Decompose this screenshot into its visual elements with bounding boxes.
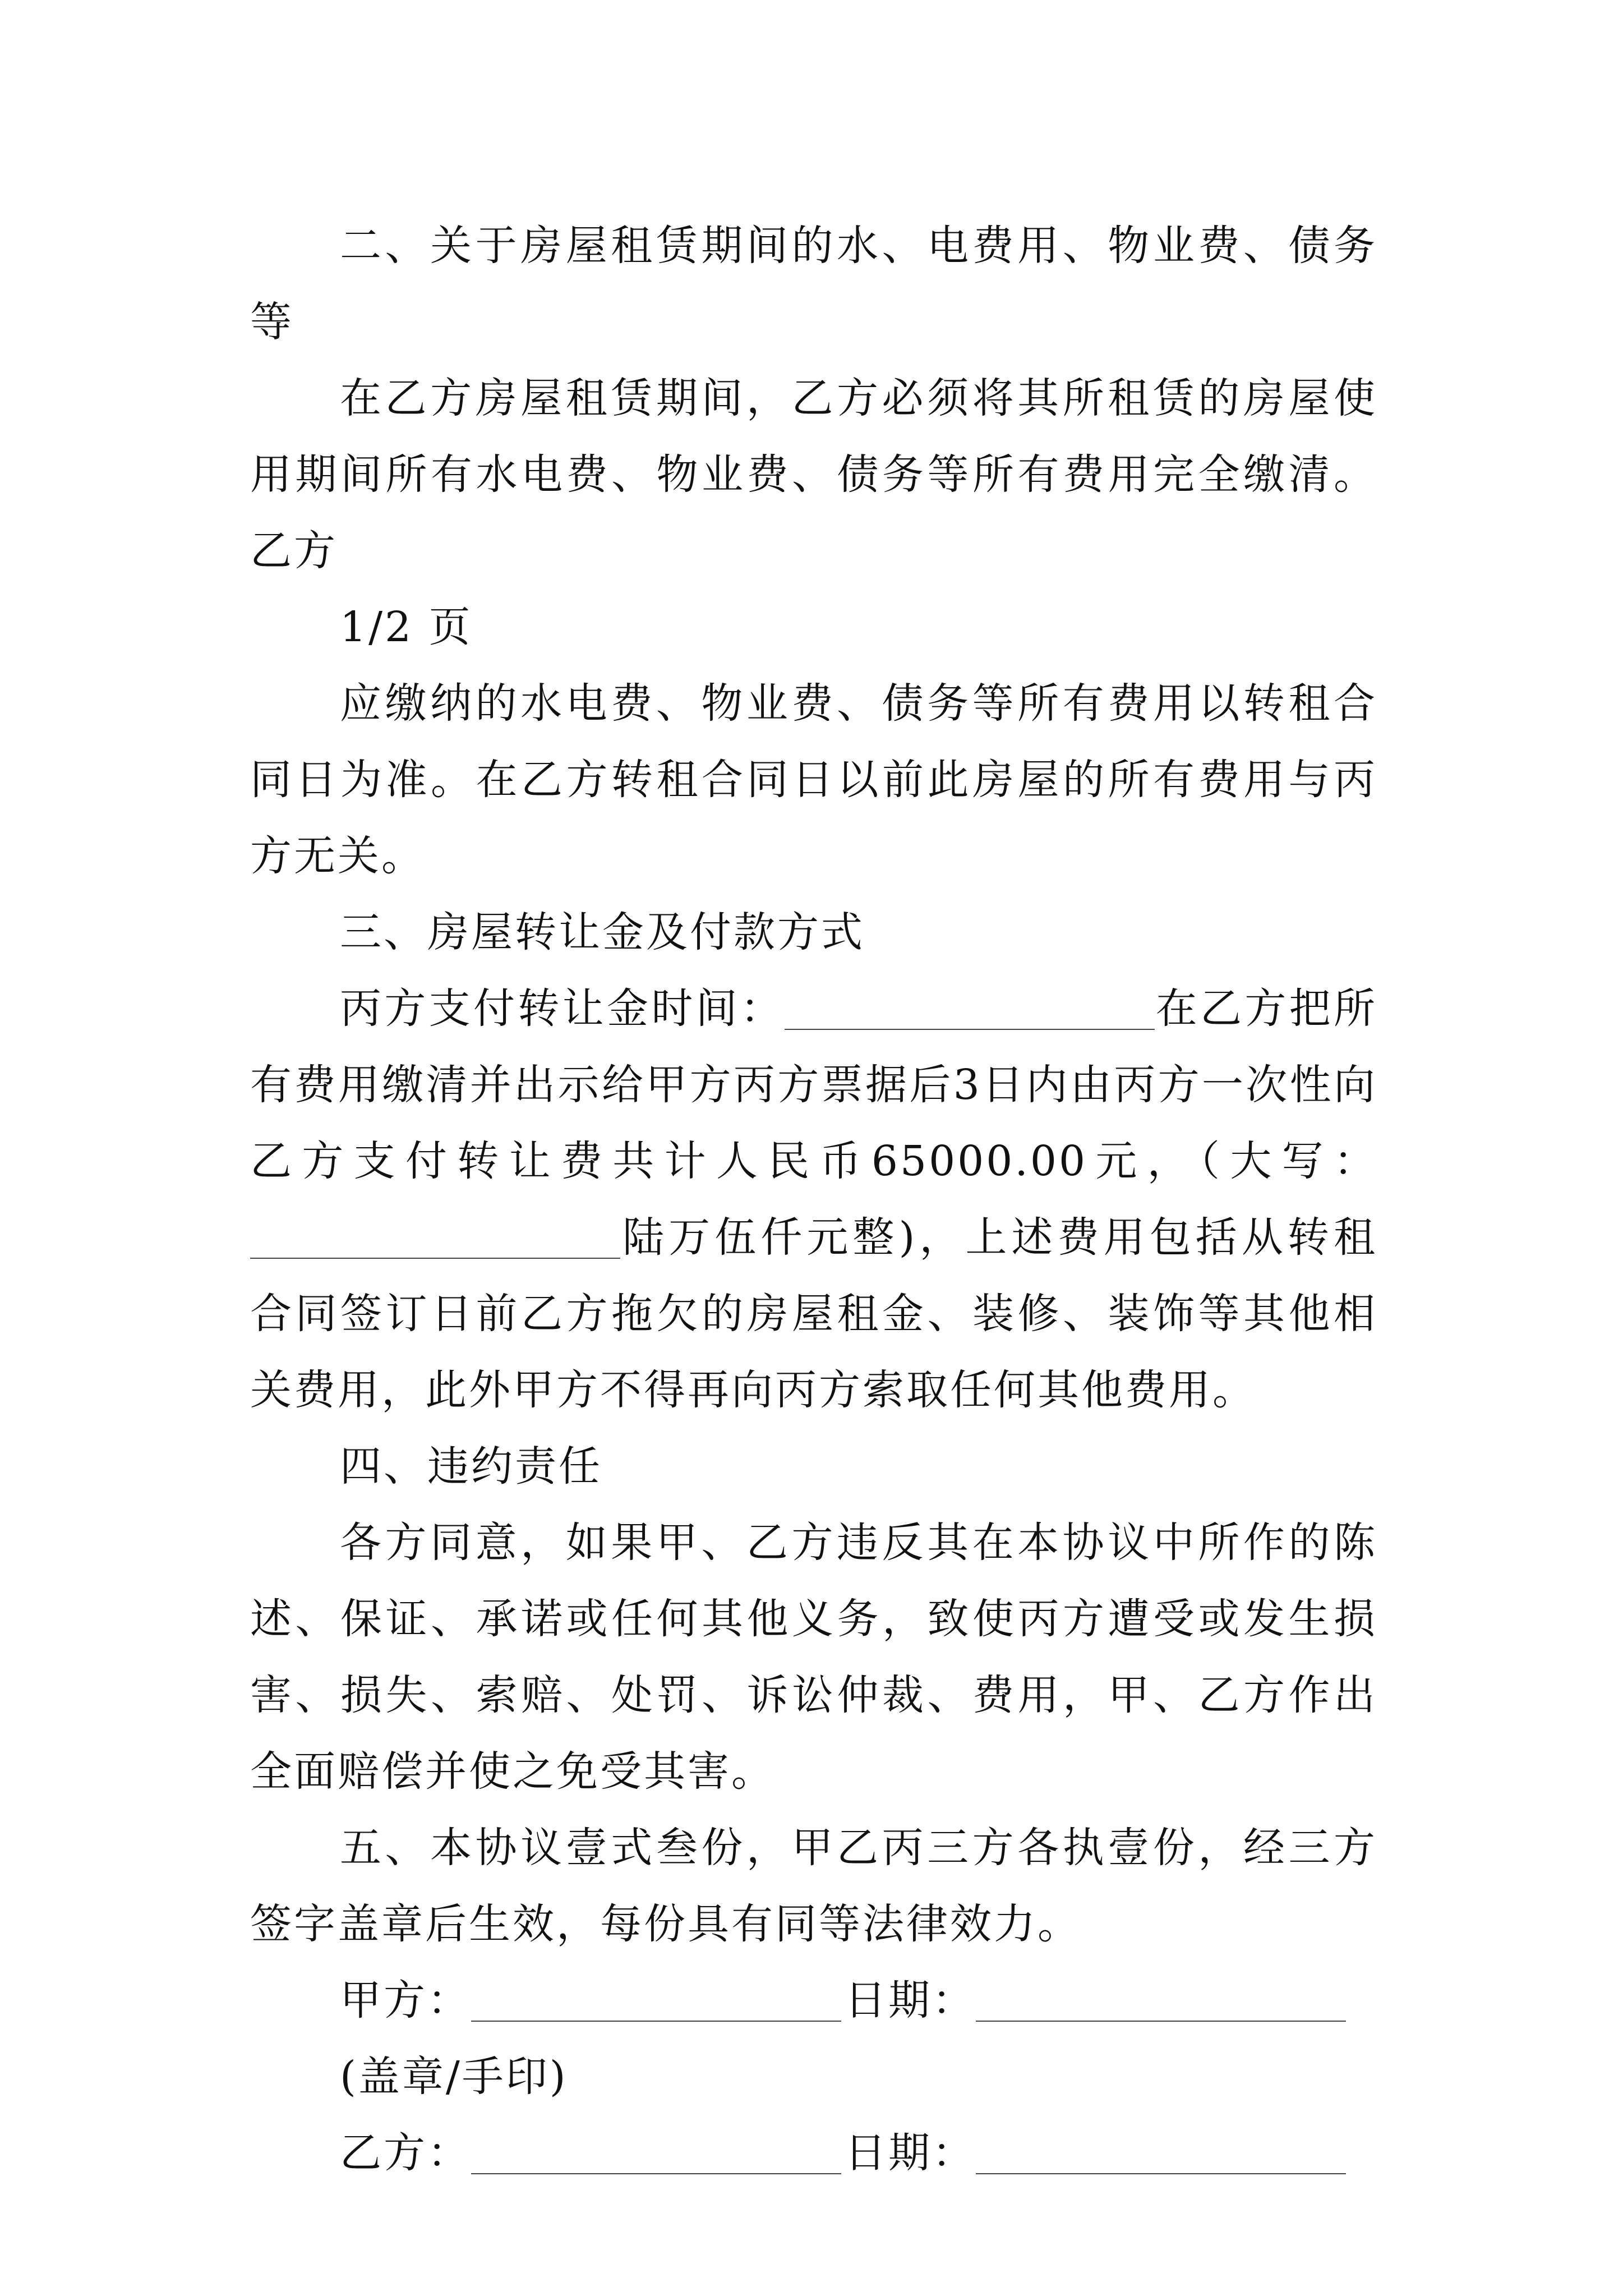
party-a-date-blank[interactable]	[976, 1979, 1346, 2022]
party-a-date-label: 日期：	[845, 1976, 976, 2024]
party-a-label: 甲方：	[340, 1976, 471, 2024]
section-four-paragraph: 各方同意，如果甲、乙方违反其在本协议中所作的陈述、保证、承诺或任何其他义务，致使丙方遭受或发生损害、损失、索赔、处罚、诉讼仲裁、费用，甲、乙方作出全面赔偿并使之免受其害。	[250, 1519, 1377, 1796]
party-b-signature-row	[250, 2115, 1377, 2191]
amount-in-words-blank[interactable]	[250, 1216, 620, 1259]
page-number: 1/2 页	[340, 603, 473, 651]
payment-text-continued: 陆万伍仟元整)，上述费用包括从转租合同签订日前乙方拖欠的房屋租金、装修、装饰等其他相关费用，此外甲方不得再向丙方索取任何其他费用。	[250, 1213, 1377, 1414]
payment-text: 在乙方把所有费用缴清并出示给甲方丙方票据后3日内由丙方一次性向乙方支付转让费共计人民币65000.00元，（大写：	[250, 984, 1378, 1185]
payment-time-label: 丙方支付转让金时间：	[340, 984, 785, 1033]
section-four-heading: 四、违约责任	[340, 1442, 602, 1490]
party-b-date-blank[interactable]	[976, 2132, 1346, 2174]
payment-time-blank[interactable]	[785, 987, 1155, 1030]
document-body	[250, 208, 1377, 2191]
party-b-signature-blank[interactable]	[471, 2132, 841, 2174]
section-two-paragraph: 在乙方房屋租赁期间，乙方必须将其所租赁的房屋使用期间所有水电费、物业费、债务等所有费用完全缴清。乙方	[250, 374, 1377, 575]
party-a-signature-blank[interactable]	[471, 1979, 841, 2022]
section-five-paragraph: 五、本协议壹式叁份，甲乙丙三方各执壹份，经三方签字盖章后生效，每份具有同等法律效力。	[250, 1824, 1377, 1948]
party-b-label: 乙方：	[340, 2129, 471, 2177]
section-two-continuation: 应缴纳的水电费、物业费、债务等所有费用以转租合同日为准。在乙方转租合同日以前此房屋的所有费用与丙方无关。	[250, 679, 1377, 880]
section-three-heading: 三、房屋转让金及付款方式	[340, 908, 865, 956]
payment-paragraph	[250, 970, 1377, 1428]
party-a-signature-row	[250, 1962, 1377, 2039]
section-two-heading: 二、关于房屋租赁期间的水、电费用、物业费、债务等	[250, 222, 1377, 346]
seal-note: (盖章/手印)	[340, 2053, 568, 2101]
party-b-date-label: 日期：	[845, 2129, 976, 2177]
